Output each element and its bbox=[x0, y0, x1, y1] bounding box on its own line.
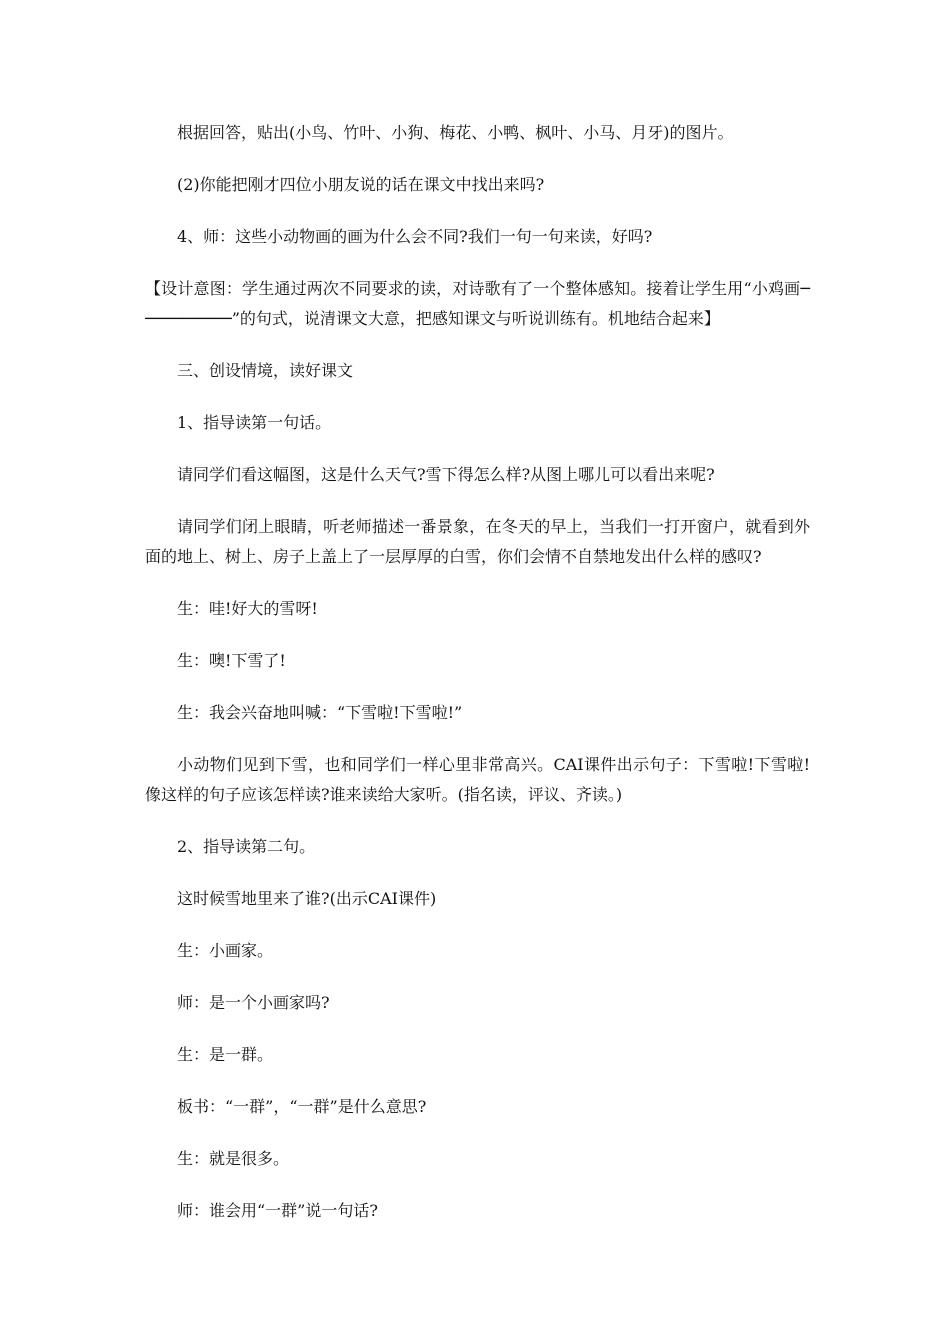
paragraph-7: 请同学们看这幅图，这是什么天气?雪下得怎么样?从图上哪儿可以看出来呢? bbox=[177, 465, 715, 484]
paragraph-17: 生：是一群。 bbox=[177, 1045, 274, 1064]
paragraph-9: 生：哇!好大的雪呀! bbox=[177, 599, 318, 618]
paragraph-12: 小动物们见到下雪，也和同学们一样心里非常高兴。CAI课件出示句子：下雪啦!下雪啦!像这样的句子应该怎样读?谁来读给大家听。(指名读，评议、齐读。) bbox=[145, 755, 810, 804]
paragraph-20: 师：谁会用“一群”说一句话? bbox=[177, 1201, 378, 1220]
paragraph-18: 板书：“一群”，“一群”是什么意思? bbox=[177, 1097, 427, 1116]
paragraph-10: 生：噢!下雪了! bbox=[177, 651, 286, 670]
paragraph-step-1: 1、指导读第一句话。 bbox=[177, 413, 332, 432]
section-heading-3: 三、创设情境，读好课文 bbox=[177, 361, 354, 380]
paragraph-19: 生：就是很多。 bbox=[177, 1149, 290, 1168]
document-page bbox=[145, 118, 810, 1248]
paragraph-1: 根据回答，贴出(小鸟、竹叶、小狗、梅花、小鸭、枫叶、小马、月牙)的图片。 bbox=[177, 123, 734, 142]
paragraph-3: 4、师：这些小动物画的画为什么会不同?我们一句一句来读，好吗? bbox=[177, 227, 653, 246]
paragraph-14: 这时候雪地里来了谁?(出示CAI课件) bbox=[177, 889, 437, 908]
paragraph-step-2: 2、指导读第二句。 bbox=[177, 837, 316, 856]
paragraph-8: 请同学们闭上眼睛，听老师描述一番景象，在冬天的早上，当我们一打开窗户，就看到外面的地上、树上、房子上盖上了一层厚厚的白雪，你们会情不自禁地发出什么样的感叹? bbox=[145, 517, 810, 566]
paragraph-16: 师：是一个小画家吗? bbox=[177, 993, 330, 1012]
paragraph-2: (2)你能把刚才四位小朋友说的话在课文中找出来吗? bbox=[177, 175, 545, 194]
paragraph-15: 生：小画家。 bbox=[177, 941, 274, 960]
paragraph-11: 生：我会兴奋地叫喊：“下雪啦!下雪啦!” bbox=[177, 703, 463, 722]
design-intent-note: 【设计意图：学生通过两次不同要求的读，对诗歌有了一个整体感知。接着让学生用“小鸡画──────────”的句式，说清课文大意，把感知课文与听说训练有。机地结合起来】 bbox=[145, 279, 810, 328]
